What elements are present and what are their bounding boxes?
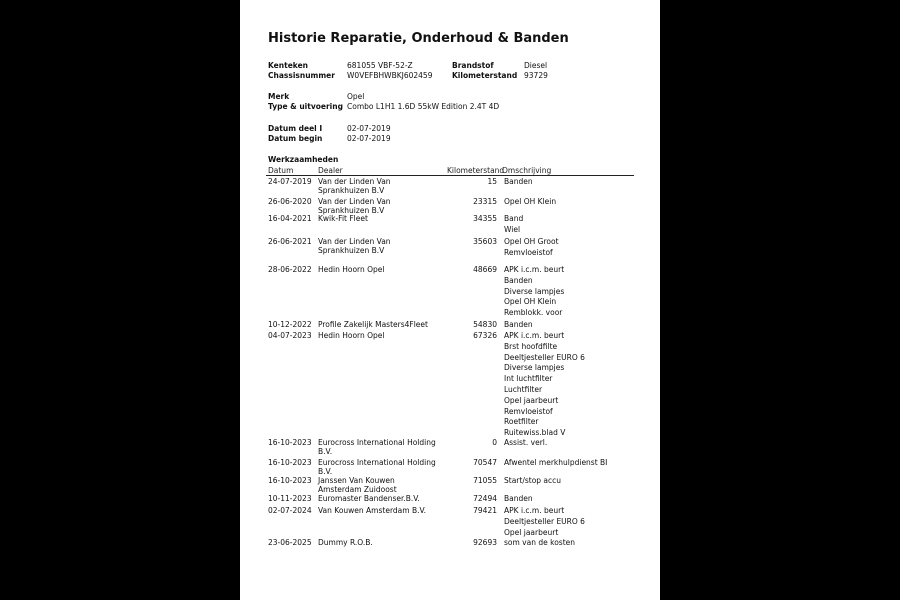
- row-km: 15: [487, 177, 497, 186]
- row-description: Roetfilter: [504, 417, 539, 427]
- row-km: 79421: [473, 506, 497, 515]
- row-dealer: Van der Linden Van Sprankhuizen B.V: [318, 237, 391, 255]
- row-description: Brst hoofdfilte: [504, 341, 558, 351]
- row-km: 48669: [473, 265, 497, 274]
- row-description: Luchtfilter: [504, 385, 543, 394]
- row-description: Afwentel merkhulpdienst BI: [504, 458, 608, 467]
- deel1-value: 02-07-2019: [347, 124, 391, 133]
- col-datum: Datum: [268, 166, 294, 175]
- type-value: Combo L1H1 1.6D 55kW Edition 2.4T 4D: [347, 102, 500, 111]
- row-description: Int luchtfilter: [504, 374, 553, 384]
- row-dealer: Janssen Van Kouwen Amsterdam Zuidoost: [318, 476, 397, 494]
- row-km: 71055: [473, 476, 497, 485]
- row-description: APK i.c.m. beurt: [504, 331, 565, 340]
- row-km: 35603: [473, 237, 497, 246]
- km-label: Kilometerstand: [452, 71, 518, 80]
- row-description: Assist. verl.: [504, 438, 548, 447]
- chassis-label: Chassisnummer: [268, 71, 335, 80]
- row-date: 10-11-2023: [268, 494, 312, 503]
- col-km: Kilometerstand: [447, 166, 505, 175]
- km-value: 93729: [524, 71, 548, 80]
- merk-label: Merk: [268, 92, 290, 101]
- row-km: 70547: [473, 458, 497, 467]
- row-description: Banden: [504, 494, 533, 503]
- col-dealer: Dealer: [318, 166, 343, 175]
- row-description: Remvloeistof: [504, 247, 553, 257]
- row-dealer: Hedin Hoorn Opel: [318, 331, 385, 340]
- kenteken-value: 681055 VBF-52-Z: [347, 61, 413, 70]
- row-date: 16-10-2023: [268, 438, 312, 447]
- row-date: 26-06-2021: [268, 237, 312, 246]
- row-dealer: Van der Linden Van Sprankhuizen B.V: [318, 177, 391, 195]
- row-description: Opel OH Groot: [504, 237, 559, 246]
- section-title: Werkzaamheden: [268, 155, 339, 164]
- row-dealer: Eurocross International Holding B.V.: [318, 438, 436, 456]
- row-description: Banden: [504, 275, 533, 285]
- row-date: 26-06-2020: [268, 197, 312, 206]
- row-dealer: Kwik-Fit Fleet: [318, 214, 368, 223]
- row-description: som van de kosten: [504, 538, 575, 547]
- begin-value: 02-07-2019: [347, 134, 391, 143]
- row-description: Opel jaarbeurt: [504, 527, 559, 537]
- row-date: 02-07-2024: [268, 506, 312, 515]
- row-description: Banden: [504, 177, 533, 186]
- row-description: Diverse lampjes: [504, 363, 565, 373]
- row-km: 54830: [473, 320, 497, 329]
- row-dealer: Van Kouwen Amsterdam B.V.: [318, 506, 427, 515]
- row-dealer: Van der Linden Van Sprankhuizen B.V: [318, 197, 391, 215]
- row-description: Remblokk. voor: [504, 308, 563, 318]
- begin-label: Datum begin: [268, 134, 323, 143]
- row-date: 28-06-2022: [268, 265, 312, 274]
- type-label: Type & uitvoering: [268, 102, 343, 111]
- row-date: 16-10-2023: [268, 476, 312, 485]
- deel1-label: Datum deel I: [268, 124, 323, 133]
- header-rule: [266, 175, 634, 176]
- row-description: Deeltjesteller EURO 6: [504, 516, 585, 526]
- row-description: Opel OH Klein: [504, 197, 557, 206]
- row-date: 04-07-2023: [268, 331, 312, 340]
- row-description: Remvloeistof: [504, 406, 553, 416]
- row-km: 23315: [473, 197, 497, 206]
- row-description: Deeltjesteller EURO 6: [504, 352, 585, 362]
- row-description: Diverse lampjes: [504, 286, 565, 296]
- merk-value: Opel: [347, 92, 365, 101]
- col-omschrijving: Omschrijving: [502, 166, 552, 175]
- kenteken-label: Kenteken: [268, 61, 308, 70]
- row-dealer: Dummy R.O.B.: [318, 538, 373, 547]
- page-title: Historie Reparatie, Onderhoud & Banden: [268, 31, 569, 46]
- chassis-value: W0VEFBHWBKJ602459: [347, 71, 433, 80]
- row-description: Opel jaarbeurt: [504, 395, 559, 405]
- document-page: [240, 0, 660, 600]
- row-date: 10-12-2022: [268, 320, 312, 329]
- brandstof-label: Brandstof: [452, 61, 494, 70]
- row-description: Wiel: [504, 224, 521, 234]
- row-description: Start/stop accu: [504, 476, 562, 485]
- row-description: Banden: [504, 320, 533, 329]
- brandstof-value: Diesel: [524, 61, 548, 70]
- row-date: 24-07-2019: [268, 177, 312, 186]
- row-description: Opel OH Klein: [504, 297, 557, 307]
- row-dealer: Eurocross International Holding B.V.: [318, 458, 436, 476]
- row-dealer: Hedin Hoorn Opel: [318, 265, 385, 274]
- row-description: Ruitewiss.blad V: [504, 428, 566, 438]
- row-description: APK i.c.m. beurt: [504, 506, 565, 515]
- row-dealer: Euromaster Bandenser.B.V.: [318, 494, 420, 503]
- row-km: 92693: [473, 538, 497, 547]
- row-date: 16-10-2023: [268, 458, 312, 467]
- row-km: 34355: [473, 214, 497, 223]
- row-description: APK i.c.m. beurt: [504, 265, 565, 274]
- row-date: 23-06-2025: [268, 538, 312, 547]
- row-km: 72494: [473, 494, 497, 503]
- row-date: 16-04-2021: [268, 214, 312, 223]
- row-dealer: Profile Zakelijk Masters4Fleet: [318, 320, 428, 329]
- row-description: Band: [504, 214, 524, 223]
- row-km: 67326: [473, 331, 497, 340]
- row-km: 0: [492, 438, 497, 447]
